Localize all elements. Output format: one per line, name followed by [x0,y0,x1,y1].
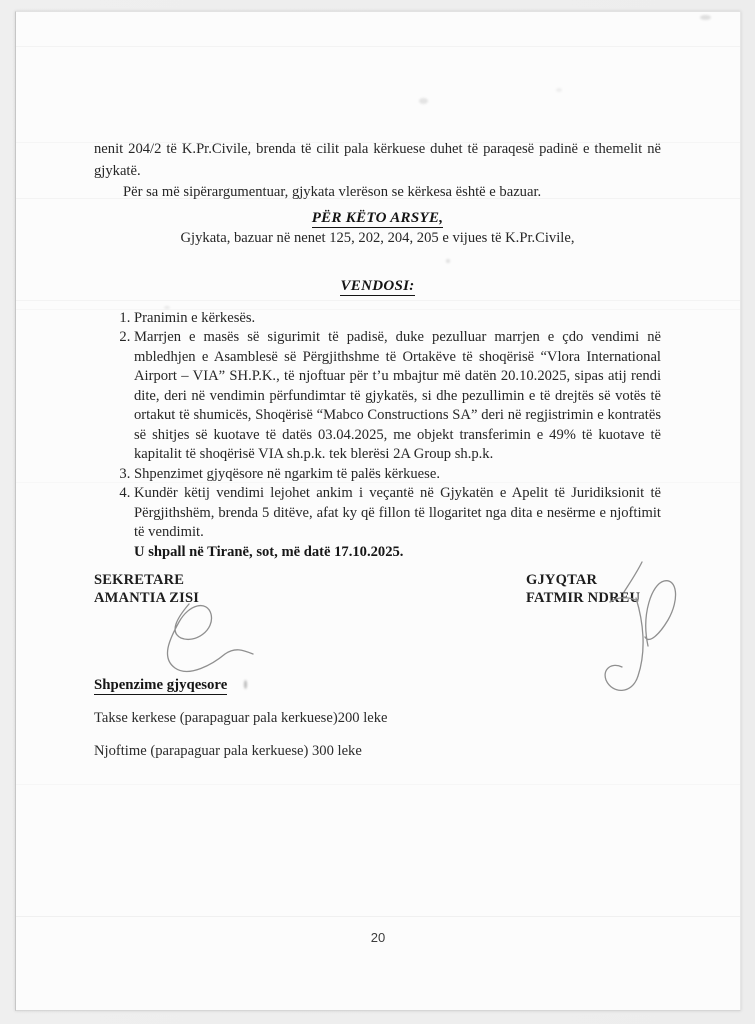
decision-list [94,309,661,543]
secretary-signature-block [94,572,199,607]
document-page [15,11,741,1011]
assessment-paragraph: Për sa më sipërargumentuar, gjykata vlerëson se kërkesa është e bazuar. [123,184,542,200]
announcement-line: U shpall në Tiranë, sot, më datë 17.10.2025. [134,543,404,560]
document-body [94,139,661,763]
signature-block [94,572,661,614]
scan-streak [16,784,740,785]
legal-basis-line: Gjykata, bazuar në nenet 125, 202, 204, 205 e vijues të K.Pr.Civile, [180,229,575,246]
expense-fee-line: Takse kerkese (parapaguar pala kerkuese)200 leke [94,710,388,726]
page-number: 20 [370,930,386,945]
scan-streak [16,46,740,47]
scan-speck [556,88,562,92]
judge-name: FATMIR NDREU [526,589,641,606]
decision-item-3: 3. Shpenzimet gjyqësore në ngarkim të palës kërkuese. [134,465,661,485]
expense-notice-line: Njoftime (parapaguar pala kerkuese) 300 leke [94,743,362,759]
scan-streak [16,916,740,917]
judge-role-label: GJYQTAR [526,572,598,588]
intro-paragraph: nenit 204/2 të K.Pr.Civile, brenda të cilit pala kërkuese duhet të paraqesë padinë e themelit në gjykatë. [94,141,661,179]
expenses-heading: Shpenzime gjyqesore [94,677,228,693]
scan-speck [419,98,428,104]
secretary-role-label: SEKRETARE [94,572,185,588]
decision-item-1: 1. Pranimin e kërkesës. [134,309,661,329]
reasons-heading: PËR KËTO ARSYE, [311,209,444,226]
secretary-name: AMANTIA ZISI [94,589,200,606]
decision-item-2: 2. Marrjen e masës së sigurimit të padisë, duke pezulluar marrjen e çdo vendimi në mbledhjen e Asamblesë së Përgjithshme të Ortakëve të shoqërisë “Vlora International Airport – VIA” SH.P.K., të njoftuar për t’u mbajtur më datën 20.10.2025, sipas atij rendi dite, deri në vendimin përfundimtar të gjykatës, si dhe pezullimin e të drejtës së votës të ortakut të shumicës, Shoqërisë “Mabco Constructions SA” deri në regjistrimin e kontratës së shitjes së kuotave të datës 03.04.2025, me objekt transferimin e 49% të kuotave të kapitalit të shoqërisë VIA sh.p.k. tek blerësi 2A Group sh.p.k. [134,328,661,465]
decision-heading: VENDOSI: [340,277,415,294]
decision-item-4: 4. Kundër këtij vendimi lejohet ankim i veçantë në Gjykatën e Apelit të Juridiksionit të Përgjithshëm, brenda 5 ditëve, afat ky që fillon të llogaritet nga dita e nesërme e njoftimit të vendimit. [134,484,661,543]
judge-signature-block [526,572,640,607]
scan-speck [700,15,711,20]
